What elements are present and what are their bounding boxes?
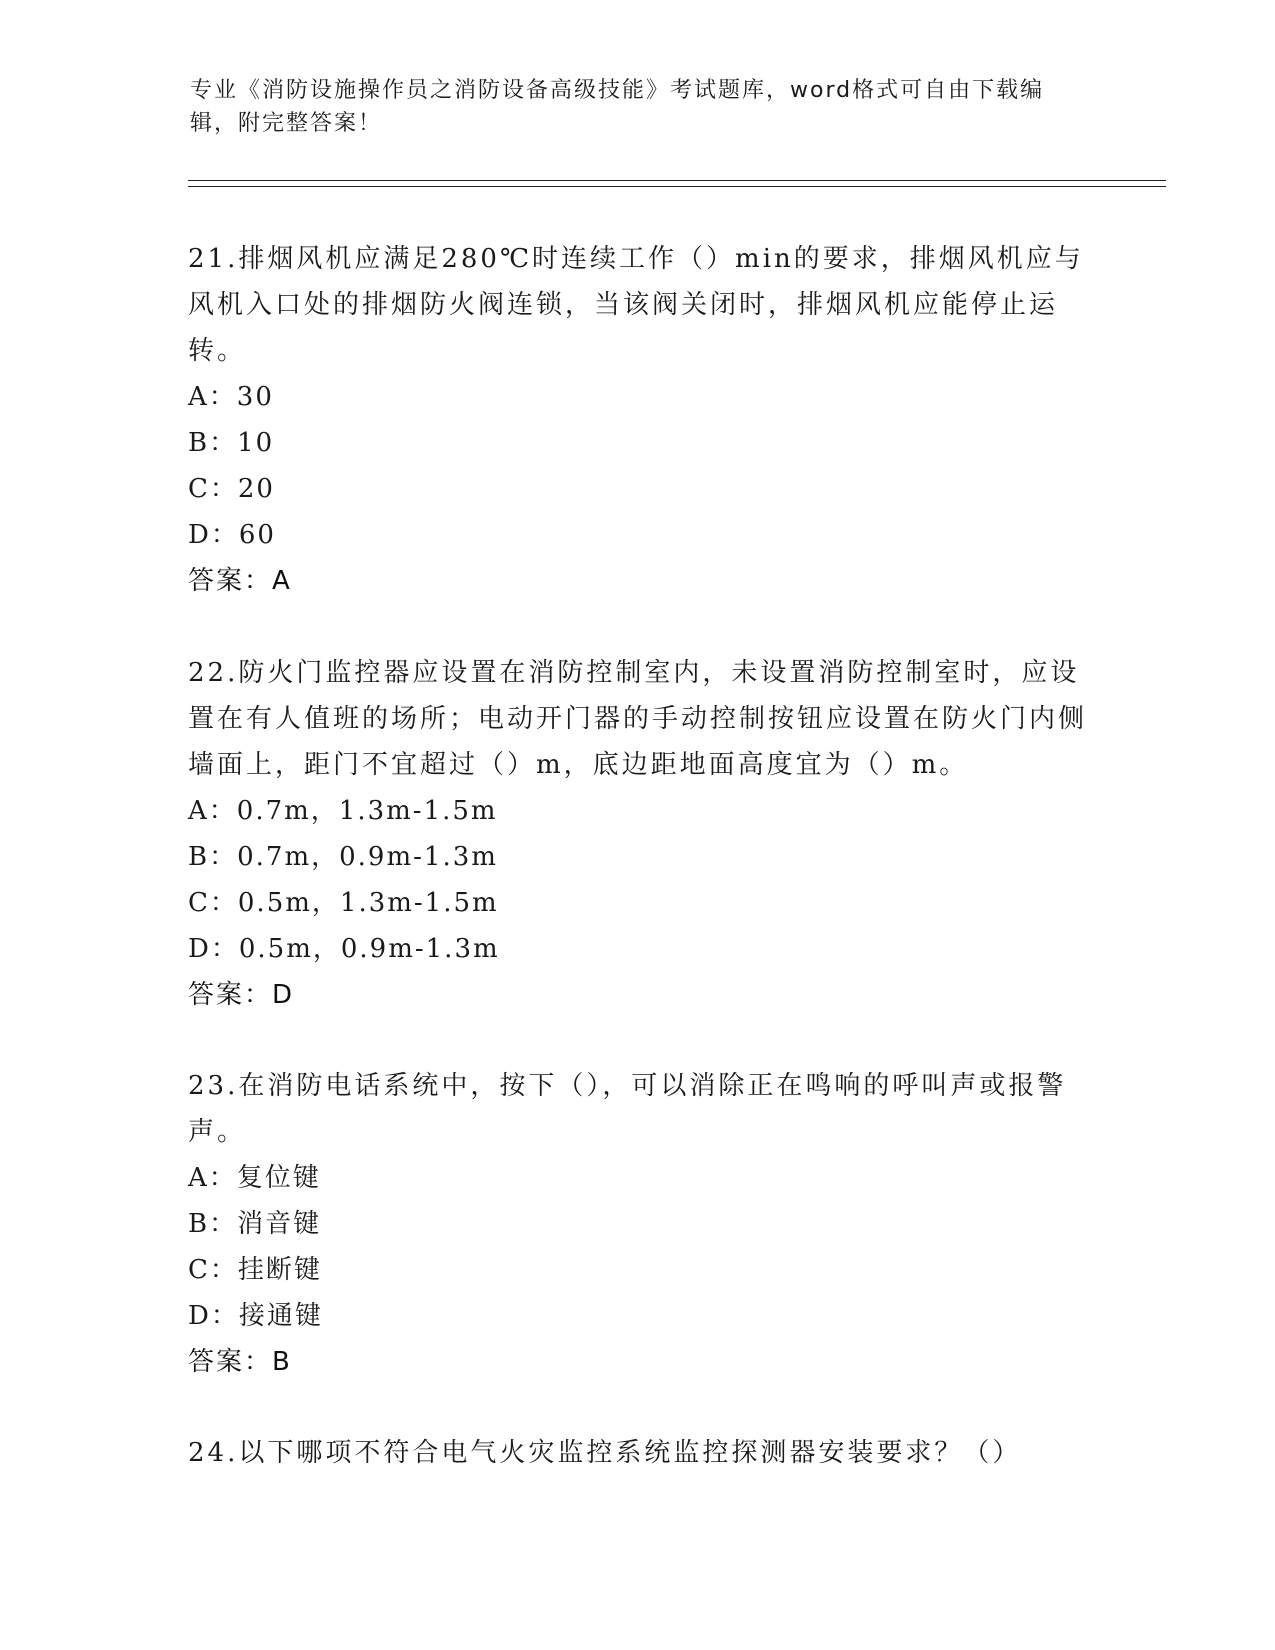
question-23	[188, 1063, 1088, 1385]
question-22	[188, 650, 1088, 1018]
option-d: D：接通键	[188, 1301, 323, 1331]
option-c: C：0.5m，1.3m-1.5m	[188, 888, 499, 918]
document-header: 专业《消防设施操作员之消防设备高级技能》考试题库，word格式可自由下载编辑，附完整答案！	[190, 78, 1045, 136]
question-24	[188, 1430, 1088, 1476]
option-b: B：消音键	[188, 1209, 322, 1239]
question-stem: 21.排烟风机应满足280℃时连续工作（）min的要求，排烟风机应与风机入口处的排烟防火阀连锁，当该阀关闭时，排烟风机应能停止运转。	[188, 244, 1084, 366]
question-stem: 24.以下哪项不符合电气火灾监控系统监控探测器安装要求？（）	[188, 1438, 1022, 1468]
option-c: C：挂断键	[188, 1255, 322, 1285]
question-21	[188, 236, 1088, 604]
header-divider-bottom	[188, 186, 1166, 187]
question-stem: 22.防火门监控器应设置在消防控制室内，未设置消防控制室时，应设置在有人值班的场所；电动开门器的手动控制按钮应设置在防火门内侧墙面上，距门不宜超过（）m，底边距地面高度宜为（）m。	[188, 658, 1088, 780]
option-a: A：30	[188, 382, 274, 412]
option-a: A：0.7m，1.3m-1.5m	[188, 796, 498, 826]
option-a: A：复位键	[188, 1163, 321, 1193]
answer: 答案：B	[188, 1347, 292, 1377]
answer: 答案：D	[188, 980, 295, 1010]
option-b: B：10	[188, 428, 275, 458]
option-b: B：0.7m，0.9m-1.3m	[188, 842, 498, 872]
option-c: C：20	[188, 474, 275, 504]
option-d: D：60	[188, 520, 276, 550]
question-stem: 23.在消防电话系统中，按下（），可以消除正在鸣响的呼叫声或报警声。	[188, 1071, 1067, 1147]
header-divider-top	[188, 180, 1166, 181]
option-d: D：0.5m，0.9m-1.3m	[188, 934, 500, 964]
answer: 答案：A	[188, 566, 292, 596]
